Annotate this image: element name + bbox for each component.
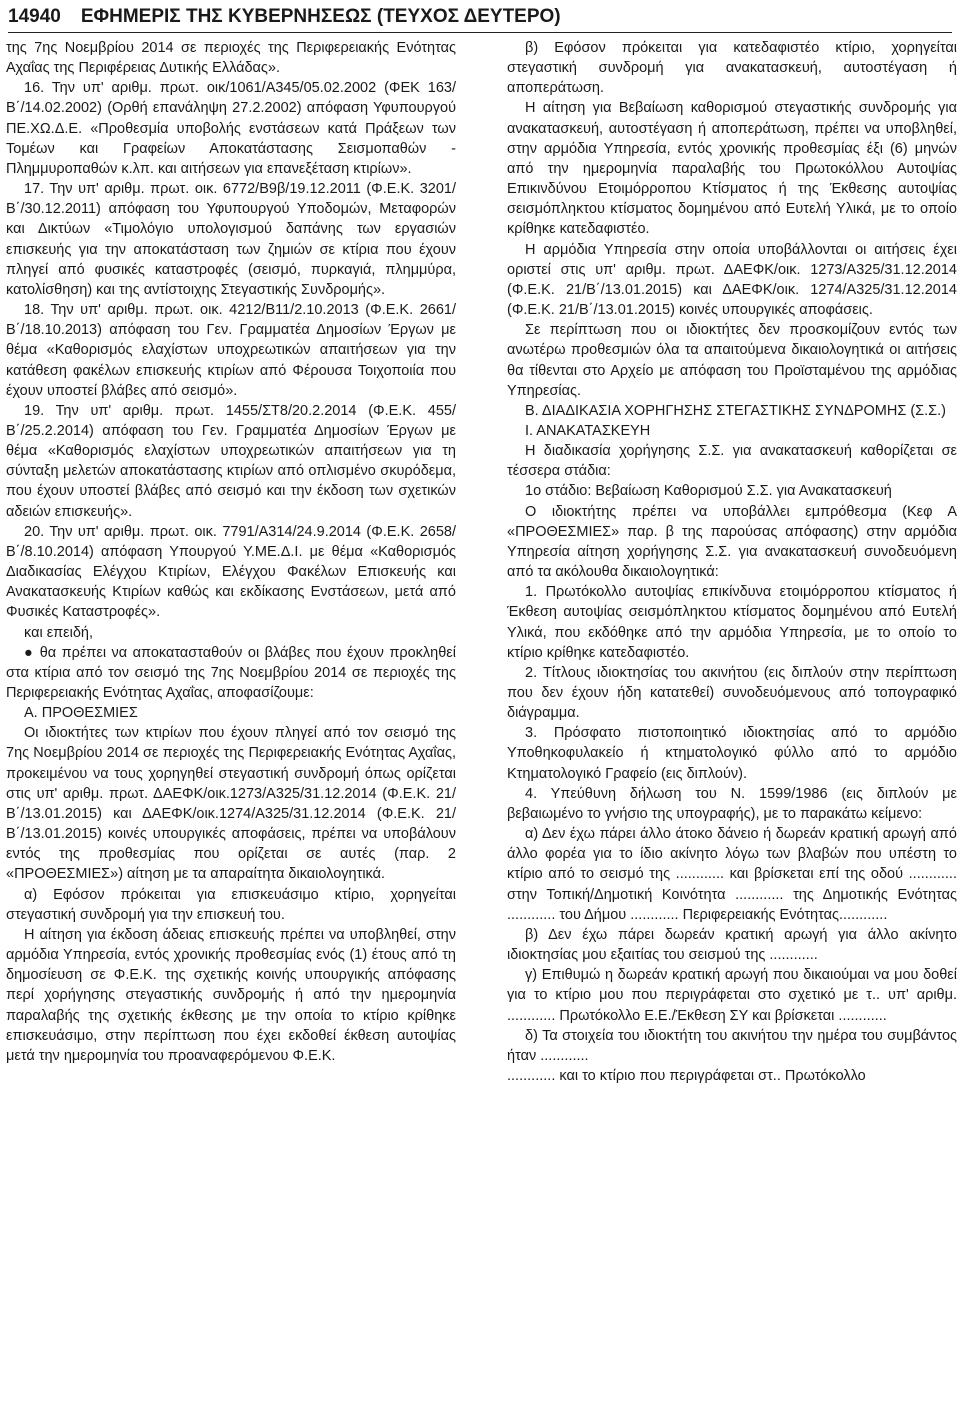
- paragraph: 4. Υπεύθυνη δήλωση του Ν. 1599/1986 (εις διπλούν με βεβαιωμένο το γνήσιο της υπογραφής), με το παρακάτω κείμενο:: [507, 785, 957, 822]
- paragraph: 18. Την υπ' αριθμ. πρωτ. οικ. 4212/Β11/2.10.2013 (Φ.Ε.Κ. 2661/Β΄/18.10.2013) απόφαση του Γεν. Γραμματέα Δημοσίων Έργων με θέμα «Καθορισμός ελαχίστων υποχρεωτικών απαιτήσεων για την κατάθεση φακέλων επισκευής κτιρίων από Φέρουσα Τοιχοποιία που έχουν υποστεί βλάβες από σεισμό».: [6, 302, 456, 399]
- paragraph: 3. Πρόσφατο πιστοποιητικό ιδιοκτησίας από το αρμόδιο Υποθηκοφυλακείο ή κτηματολογικό φύλλο από το αρμόδιο Κτηματολογικό Γραφείο (εις διπλούν).: [507, 725, 957, 782]
- paragraph: 1. Πρωτόκολλο αυτοψίας επικίνδυνα ετοιμόρροπου κτίσματος ή Έκθεση αυτοψίας σεισμόπληκτου κτίσματος δομημένου από Ευτελή Υλικά, που εκδόθηκε από την αρμόδια Υπηρεσία, με το οποίο το κτίριο κρίθηκε κατεδαφιστέο.: [507, 584, 957, 661]
- bullet-paragraph: ● θα πρέπει να αποκατασταθούν οι βλάβες που έχουν προκληθεί στα κτίρια από τον σεισμό της 7ης Νοεμβρίου 2014 σε περιοχές της Περιφερειακής Ενότητας Αχαΐας, αποφασίζουμε:: [6, 643, 456, 703]
- paragraph: Η αίτηση για Βεβαίωση καθορισμού στεγαστικής συνδρομής για ανακατασκευή, αυτοστέγαση ή αποπεράτωση, πρέπει να υποβληθεί, στην αρμόδια Υπηρεσία, εντός χρονικής προθεσμίας έξι (6) μηνών από την ημερομηνία παραλαβής του Πρωτοκόλλου Αυτοψίας Επικινδύνου Ετοιμόρροπου Κτίσματος ή της Έκθεσης αυτοψίας σεισμόπληκτου κτίσματος δομημένου από Ευτελή Υλικά, με το οποίο κρίθηκε κατεδαφιστέο.: [507, 100, 957, 238]
- paragraph: α) Εφόσον πρόκειται για επισκευάσιμο κτίριο, χορηγείται στεγαστική συνδρομή για την επισκευή του.: [6, 886, 456, 923]
- paragraph: Η αίτηση για έκδοση άδειας επισκευής πρέπει να υποβληθεί, στην αρμόδια Υπηρεσία, εντός χρονικής προθεσμίας ενός (1) έτους από τη δημοσίευση σε Φ.Ε.Κ. της σχετικής κοινής υπουργικής απόφασης περί χορήγησης στεγαστικής συνδρομής ή από την ημερομηνία παραλαβής της σχετικής έκθεσης με την οποία το κτίριο κρίθηκε επισκευάσιμο, στην περίπτωση που έχει εκδοθεί έκθεση αυτοψίας μετά την ημερομηνία του προαναφερόμενου Φ.Ε.Κ.: [6, 926, 456, 1064]
- paragraph: β) Εφόσον πρόκειται για κατεδαφιστέο κτίριο, χορηγείται στεγαστική συνδρομή για ανακατασκευή, αυτοστέγαση ή αποπεράτωση.: [507, 40, 957, 97]
- paragraph: 20. Την υπ' αριθμ. πρωτ. οικ. 7791/Α314/24.9.2014 (Φ.Ε.Κ. 2658/Β΄/8.10.2014) απόφαση Υπουργού Υ.ΜΕ.Δ.Ι. με θέμα «Καθορισμός Διαδικασίας Ελέγχου Κτιρίων, Ελέγχου Φακέλων Επισκευής και Ανακατασκευής Κτιρίων καθώς και εκδίκασης Ενστάσεων, μετά από Φυσικές Καταστροφές».: [6, 523, 456, 621]
- paragraph: 19. Την υπ' αριθμ. πρωτ. 1455/ΣΤ8/20.2.2014 (Φ.Ε.Κ. 455/Β΄/25.2.2014) απόφαση του Γεν. Γραμματέα Δημοσίων Έργων με θέμα «Καθορισμός ελαχίστων υποχρεωτικών απαιτήσεων για τη σύνταξη μελετών αποκατάστασης κτιρίων από οπλισμένο σκυρόδεμα, που έχουν υποστεί βλάβες από σεισμό και την έκδοση των σχετικών αδειών επισκευής».: [6, 402, 456, 520]
- paragraph: α) Δεν έχω πάρει άλλο άτοκο δάνειο ή δωρεάν κρατική αρωγή από άλλο φορέα για το ίδιο ακίνητο λόγω των βλαβών που υπέστη το κτίριο από το σεισμό της ............ και βρίσκεται επί της οδού ............ στην Τοπική/Δημοτική Κοινότητα ............ της Δημοτικής Ενότητας ............ του Δήμου ............ Περιφερειακής Ενότητας............: [507, 826, 957, 923]
- page-header: [8, 2, 952, 33]
- section-heading: Α. ΠΡΟΘΕΣΜΙΕΣ: [24, 705, 138, 722]
- right-column: [507, 38, 957, 1086]
- paragraph: της 7ης Νοεμβρίου 2014 σε περιοχές της Περιφερειακής Ενότητας Αχαΐας της Περιφέρειας Δυτικής Ελλάδας».: [6, 40, 456, 77]
- paragraph: και επειδή,: [24, 624, 94, 641]
- paragraph: γ) Επιθυμώ η δωρεάν κρατική αρωγή που δικαιούμαι να μου δοθεί για το κτίριο μου που περιγράφεται στο σχετικό με τ.. υπ' αριθμ. ............ Πρωτόκολλο Ε.Ε./Έκθεση ΣΥ και βρίσκεται ............: [507, 967, 957, 1024]
- paragraph: ............ και το κτίριο που περιγράφεται στ.. Πρωτόκολλο: [507, 1067, 866, 1084]
- page-number: 14940: [8, 6, 61, 27]
- left-column: [6, 38, 456, 1066]
- paragraph: Οι ιδιοκτήτες των κτιρίων που έχουν πληγεί από τον σεισμό της 7ης Νοεμβρίου 2014 σε περιοχές της Περιφερειακής Ενότητας Αχαΐας, προκειμένου να τους χορηγηθεί στεγαστική συνδρομή όπως ορίζεται στις υπ' αριθμ. πρωτ. ΔΑΕΦΚ/οικ.1273/Α325/31.12.2014 (Φ.Ε.Κ. 21/Β΄/13.01.2015) και ΔΑΕΦΚ/οικ.1274/Α325/31.12.2014 (Φ.Ε.Κ. 21/Β΄/13.01.2015) κοινές υπουργικές αποφάσεις, πρέπει να υποβάλουν εντός της προθεσμίας που ορίζεται σε αυτές (παρ. 2 «ΠΡΟΘΕΣΜΙΕΣ») αίτηση με τα απαραίτητα δικαιολογητικά.: [6, 725, 456, 883]
- paragraph: Η διαδικασία χορήγησης Σ.Σ. για ανακατασκευή καθορίζεται σε τέσσερα στάδια:: [507, 443, 957, 480]
- section-heading: Β. ΔΙΑΔΙΚΑΣΙΑ ΧΟΡΗΓΗΣΗΣ ΣΤΕΓΑΣΤΙΚΗΣ ΣΥΝΔΡΟΜΗΣ (Σ.Σ.): [525, 402, 946, 419]
- paragraph: β) Δεν έχω πάρει δωρεάν κρατική αρωγή για άλλο ακίνητο ιδιοκτησίας μου εξαιτίας του σεισμού της ............: [507, 926, 957, 964]
- gazette-title: ΕΦΗΜΕΡΙΣ ΤΗΣ ΚΥΒΕΡΝΗΣΕΩΣ (ΤΕΥΧΟΣ ΔΕΥΤΕΡΟ): [80, 6, 561, 27]
- paragraph: Σε περίπτωση που οι ιδιοκτήτες δεν προσκομίζουν εντός των ανωτέρω προθεσμιών όλα τα απαιτούμενα δικαιολογητικά οι αιτήσεις θα τίθενται στο Αρχείο με απόφαση του Προϊσταμένου της αρμόδιας Υπηρεσίας.: [507, 322, 957, 399]
- paragraph: Ο ιδιοκτήτης πρέπει να υποβάλλει εμπρόθεσμα (Κεφ Α «ΠΡΟΘΕΣΜΙΕΣ» παρ. β της παρούσας απόφασης) στην αρμόδια Υπηρεσία αίτηση χορήγησης Σ.Σ. για ανακατασκευή συνοδευόμενη από τα ακόλουθα δικαιολογητικά:: [507, 503, 957, 581]
- subsection-heading: Ι. ΑΝΑΚΑΤΑΣΚΕΥΗ: [525, 422, 651, 439]
- paragraph: 17. Την υπ' αριθμ. πρωτ. οικ. 6772/Β9β/19.12.2011 (Φ.Ε.Κ. 3201/Β΄/30.12.2011) απόφαση του Υφυπουργού Υποδομών, Μεταφορών και Δικτύων «Τιμολόγιο υπολογισμού δαπάνης των εργασιών επισκευής για την αποκατάσταση των ζημιών σε κτίρια που έχουν πληγεί από φυσικές καταστροφές (σεισμό, πυρκαγιά, πλημμύρα, κατολίσθηση) και της αντίστοιχης Στεγαστικής Συνδρομής».: [6, 181, 456, 298]
- paragraph: 1ο στάδιο: Βεβαίωση Καθορισμού Σ.Σ. για Ανακατασκευή: [525, 483, 892, 500]
- paragraph: Η αρμόδια Υπηρεσία στην οποία υποβάλλονται οι αιτήσεις έχει οριστεί στις υπ' αριθμ. πρωτ. ΔΑΕΦΚ/οικ. 1273/Α325/31.12.2014 (Φ.Ε.Κ. 21/Β΄/13.01.2015) και ΔΑΕΦΚ/οικ. 1274/Α325/31.12.2014 (Φ.Ε.Κ. 21/Β΄/13.01.2015) κοινές υπουργικές αποφάσεις.: [507, 241, 957, 319]
- paragraph: 2. Τίτλους ιδιοκτησίας του ακινήτου (εις διπλούν στην περίπτωση που δεν έχουν ήδη κατατεθεί) συνοδευόμενους από τοπογραφικό διάγραμμα.: [507, 664, 957, 722]
- paragraph: δ) Τα στοιχεία του ιδιοκτήτη του ακινήτου την ημέρα του συμβάντος ήταν ............: [507, 1027, 957, 1064]
- paragraph: 16. Την υπ' αριθμ. πρωτ. οικ/1061/Α345/05.02.2002 (ΦΕΚ 163/Β΄/14.02.2002) (Ορθή επανάληψη 27.2.2002) απόφαση Υφυπουργού ΠΕ.ΧΩ.Δ.Ε. «Προθεσμία υποβολής ενστάσεων κατά Πράξεων των Τομέων και Γραφείων Αποκατάστασης Σεισμοπαθών - Πλημμυροπαθών κ.λπ. και αιτήσεων για επανεξέταση κτιρίων».: [6, 80, 456, 177]
